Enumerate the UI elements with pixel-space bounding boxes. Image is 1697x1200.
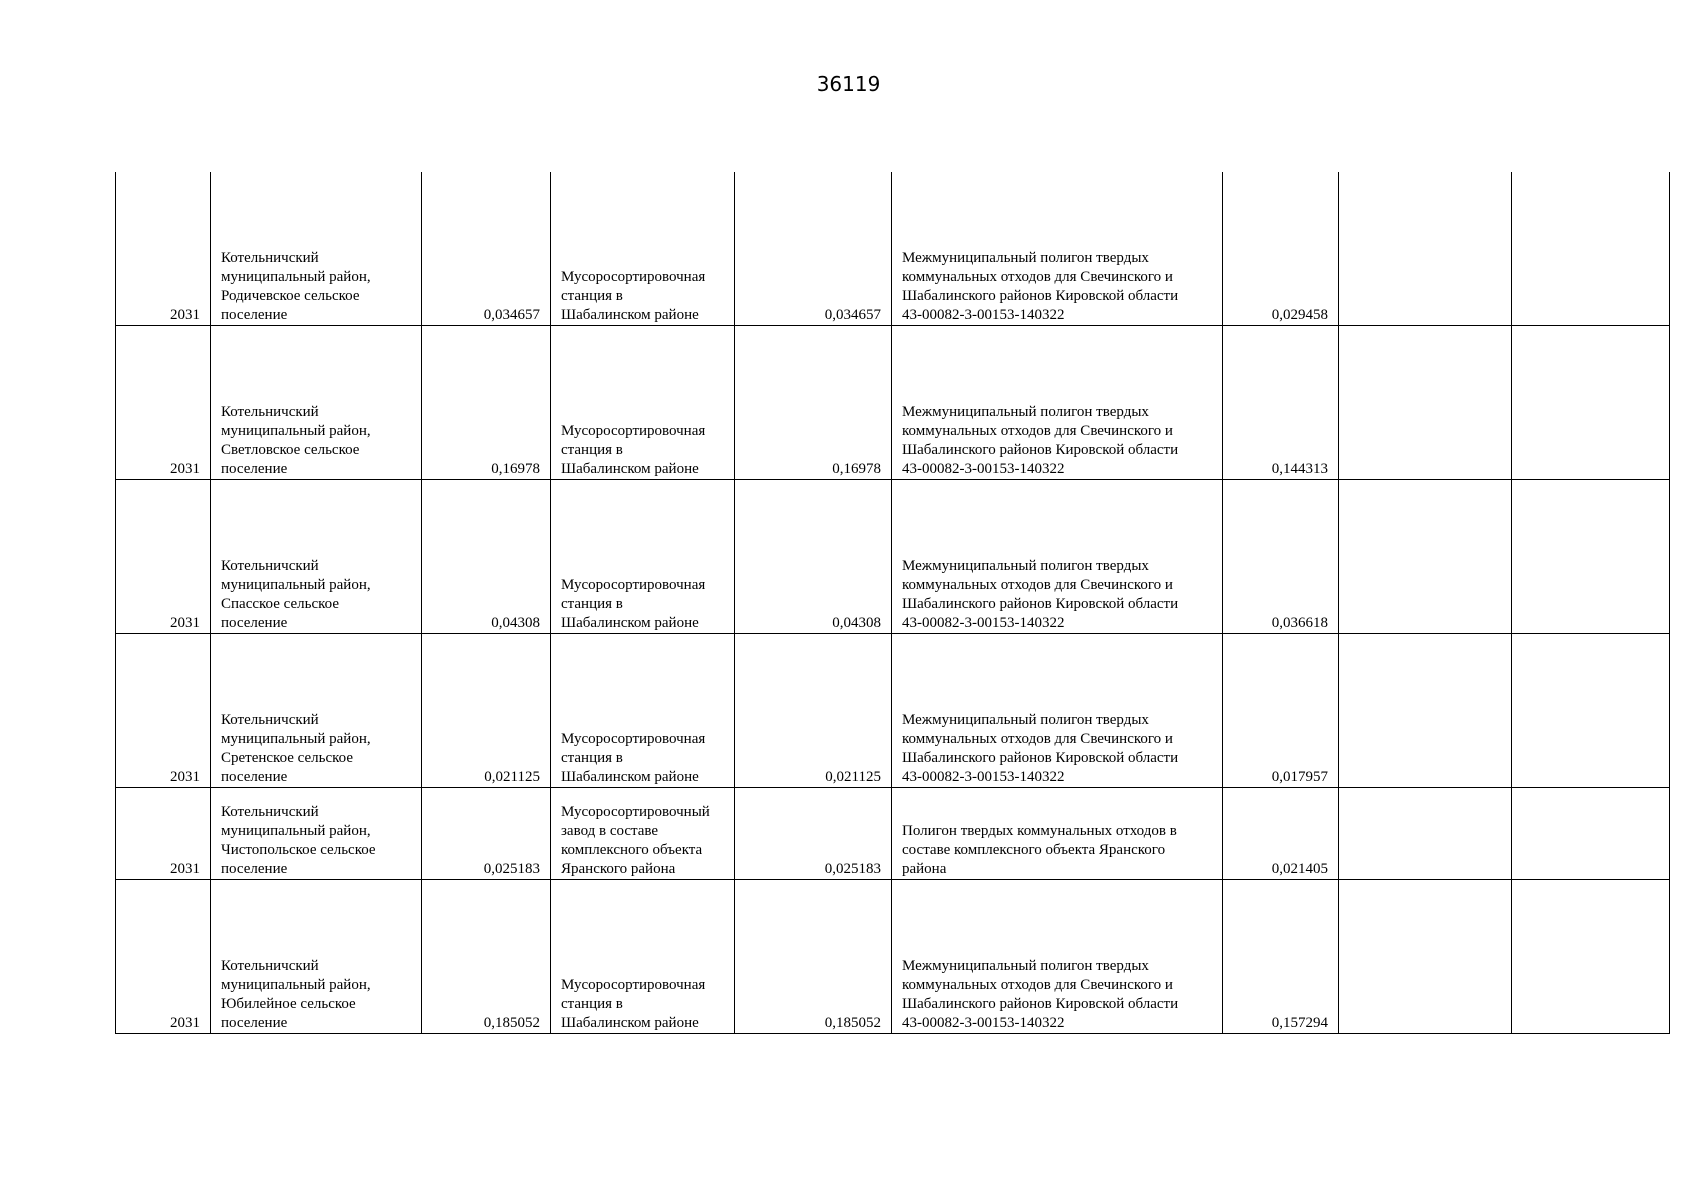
year-cell: 2031 [116, 634, 211, 788]
year-cell: 2031 [116, 172, 211, 326]
year-cell: 2031 [116, 788, 211, 880]
disposal-mass-cell: 0,021405 [1223, 788, 1339, 880]
source-territory-cell: Котельничский муниципальный район, Чистопольское сельское поселение [211, 788, 422, 880]
processing-facility-cell: Мусоросортировочный завод в составе комплексного объекта Яранского района [551, 788, 735, 880]
source-territory-cell: Котельничский муниципальный район, Сретенское сельское поселение [211, 634, 422, 788]
source-territory-cell: Котельничский муниципальный район, Юбилейное сельское поселение [211, 880, 422, 1034]
facility-mass-cell: 0,185052 [735, 880, 892, 1034]
source-mass-cell: 0,025183 [422, 788, 551, 880]
table-row [116, 172, 1670, 326]
disposal-site-cell: Межмуниципальный полигон твердых коммунальных отходов для Свечинского и Шабалинского районов Кировской области 43-00082-3-00153-140322 [892, 480, 1223, 634]
empty-cell [1339, 634, 1512, 788]
facility-mass-cell: 0,16978 [735, 326, 892, 480]
source-territory-cell: Котельничский муниципальный район, Спасское сельское поселение [211, 480, 422, 634]
table-row [116, 326, 1670, 480]
table-row [116, 880, 1670, 1034]
table-row [116, 634, 1670, 788]
disposal-site-cell: Полигон твердых коммунальных отходов в составе комплексного объекта Яранского района [892, 788, 1223, 880]
empty-cell [1512, 634, 1670, 788]
empty-cell [1339, 172, 1512, 326]
disposal-site-cell: Межмуниципальный полигон твердых коммунальных отходов для Свечинского и Шабалинского районов Кировской области 43-00082-3-00153-140322 [892, 634, 1223, 788]
disposal-mass-cell: 0,029458 [1223, 172, 1339, 326]
empty-cell [1512, 172, 1670, 326]
processing-facility-cell: Мусоросортировочная станция в Шабалинском районе [551, 480, 735, 634]
processing-facility-cell: Мусоросортировочная станция в Шабалинском районе [551, 172, 735, 326]
empty-cell [1339, 326, 1512, 480]
disposal-mass-cell: 0,157294 [1223, 880, 1339, 1034]
empty-cell [1512, 788, 1670, 880]
disposal-mass-cell: 0,036618 [1223, 480, 1339, 634]
year-cell: 2031 [116, 326, 211, 480]
source-mass-cell: 0,185052 [422, 880, 551, 1034]
processing-facility-cell: Мусоросортировочная станция в Шабалинском районе [551, 326, 735, 480]
empty-cell [1339, 480, 1512, 634]
facility-mass-cell: 0,04308 [735, 480, 892, 634]
disposal-mass-cell: 0,144313 [1223, 326, 1339, 480]
year-cell: 2031 [116, 480, 211, 634]
facility-mass-cell: 0,021125 [735, 634, 892, 788]
disposal-site-cell: Межмуниципальный полигон твердых коммунальных отходов для Свечинского и Шабалинского районов Кировской области 43-00082-3-00153-140322 [892, 880, 1223, 1034]
disposal-site-cell: Межмуниципальный полигон твердых коммунальных отходов для Свечинского и Шабалинского районов Кировской области 43-00082-3-00153-140322 [892, 326, 1223, 480]
source-territory-cell: Котельничский муниципальный район, Родичевское сельское поселение [211, 172, 422, 326]
processing-facility-cell: Мусоросортировочная станция в Шабалинском районе [551, 880, 735, 1034]
facility-mass-cell: 0,025183 [735, 788, 892, 880]
source-mass-cell: 0,16978 [422, 326, 551, 480]
disposal-site-cell: Межмуниципальный полигон твердых коммунальных отходов для Свечинского и Шабалинского районов Кировской области 43-00082-3-00153-140322 [892, 172, 1223, 326]
empty-cell [1339, 880, 1512, 1034]
page-number: 36119 [816, 72, 881, 96]
empty-cell [1512, 880, 1670, 1034]
empty-cell [1339, 788, 1512, 880]
processing-facility-cell: Мусоросортировочная станция в Шабалинском районе [551, 634, 735, 788]
year-cell: 2031 [116, 880, 211, 1034]
empty-cell [1512, 480, 1670, 634]
source-territory-cell: Котельничский муниципальный район, Светловское сельское поселение [211, 326, 422, 480]
facility-mass-cell: 0,034657 [735, 172, 892, 326]
table-row [116, 788, 1670, 880]
disposal-mass-cell: 0,017957 [1223, 634, 1339, 788]
source-mass-cell: 0,021125 [422, 634, 551, 788]
source-mass-cell: 0,034657 [422, 172, 551, 326]
source-mass-cell: 0,04308 [422, 480, 551, 634]
table-row [116, 480, 1670, 634]
waste-flow-table [115, 172, 1670, 1034]
empty-cell [1512, 326, 1670, 480]
